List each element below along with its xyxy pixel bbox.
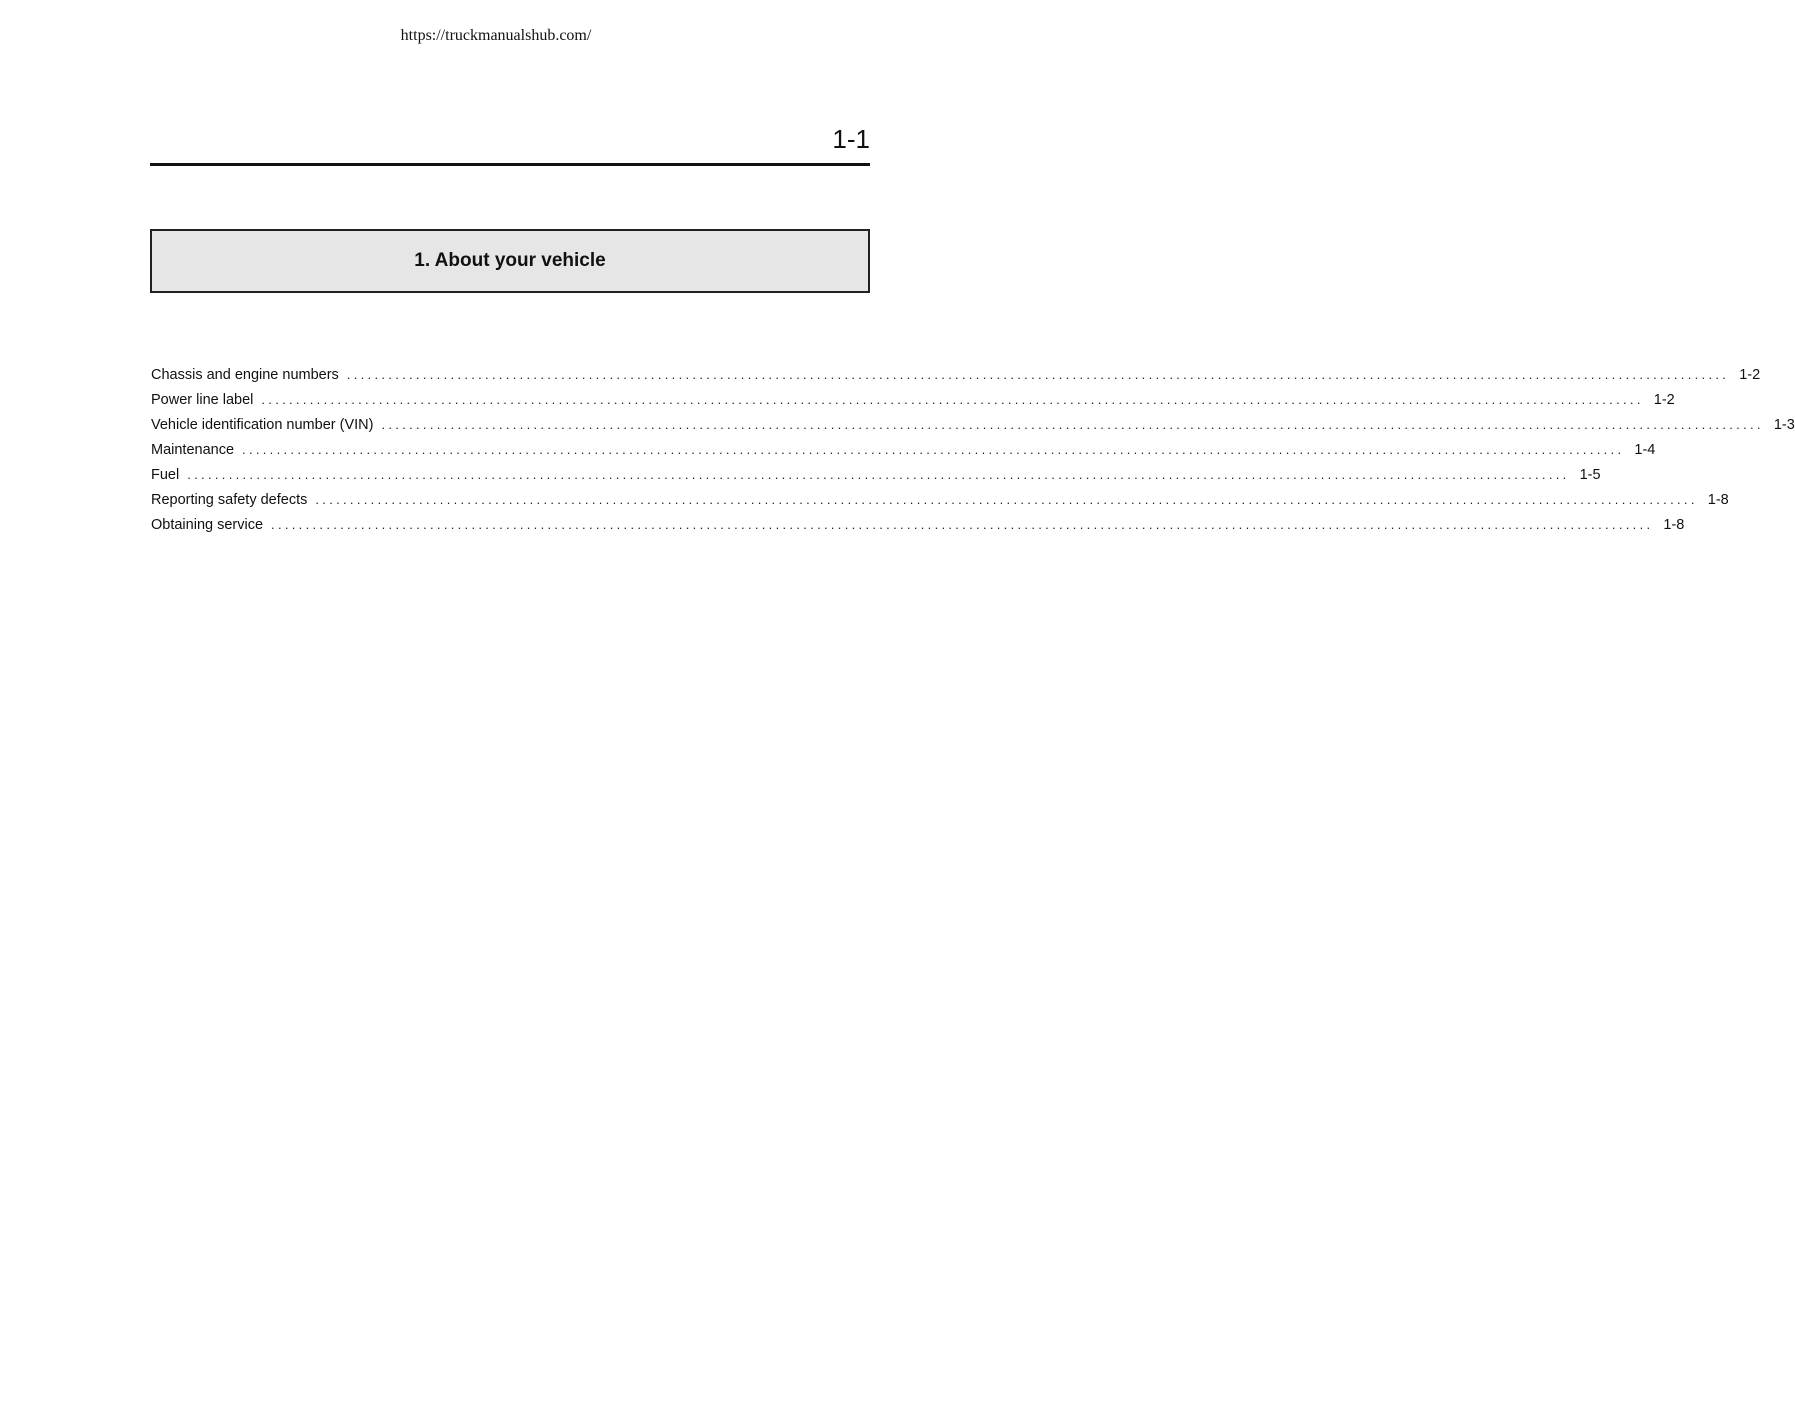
- toc-dot-leader: ........................................................................................................................................................................................................: [271, 517, 1654, 532]
- toc-entry-vin[interactable]: [151, 412, 1795, 437]
- toc-entry-chassis-engine-numbers[interactable]: [151, 362, 1761, 387]
- header-rule: [150, 163, 870, 166]
- toc-dot-leader: ........................................................................................................................................................................................................: [315, 492, 1698, 507]
- toc-entry-page: 1-2: [1653, 392, 1675, 408]
- chapter-title: 1. About your vehicle: [414, 250, 606, 271]
- toc-entry-title: Power line label: [151, 392, 254, 408]
- toc-entry-page: 1-5: [1579, 467, 1601, 483]
- toc-entry-title: Fuel: [151, 467, 180, 483]
- source-url[interactable]: https://truckmanualshub.com/: [400, 27, 592, 44]
- toc-dot-leader: ........................................................................................................................................................................................................: [242, 442, 1625, 457]
- table-of-contents: [151, 362, 1795, 537]
- toc-entry-title: Vehicle identification number (VIN): [151, 417, 374, 433]
- toc-entry-page: 1-3: [1773, 417, 1795, 433]
- toc-dot-leader: ........................................................................................................................................................................................................: [346, 367, 1730, 382]
- toc-dot-leader: ........................................................................................................................................................................................................: [381, 417, 1764, 432]
- toc-entry-title: Maintenance: [151, 442, 235, 458]
- toc-entry-title: Reporting safety defects: [151, 492, 308, 508]
- toc-entry-page: 1-2: [1739, 367, 1761, 383]
- toc-dot-leader: ........................................................................................................................................................................................................: [187, 467, 1570, 482]
- toc-entry-page: 1-8: [1707, 492, 1729, 508]
- toc-entry-page: 1-4: [1634, 442, 1656, 458]
- toc-entry-obtaining-service[interactable]: [151, 512, 1685, 537]
- page-number: 1-1: [832, 124, 870, 154]
- toc-entry-title: Obtaining service: [151, 517, 264, 533]
- chapter-title-box: [150, 229, 870, 293]
- toc-entry-reporting-safety-defects[interactable]: [151, 487, 1729, 512]
- toc-entry-power-line-label[interactable]: [151, 387, 1675, 412]
- toc-entry-fuel[interactable]: [151, 462, 1601, 487]
- toc-entry-page: 1-8: [1663, 517, 1685, 533]
- toc-entry-maintenance[interactable]: [151, 437, 1656, 462]
- toc-entry-title: Chassis and engine numbers: [151, 367, 339, 383]
- toc-dot-leader: ........................................................................................................................................................................................................: [261, 392, 1644, 407]
